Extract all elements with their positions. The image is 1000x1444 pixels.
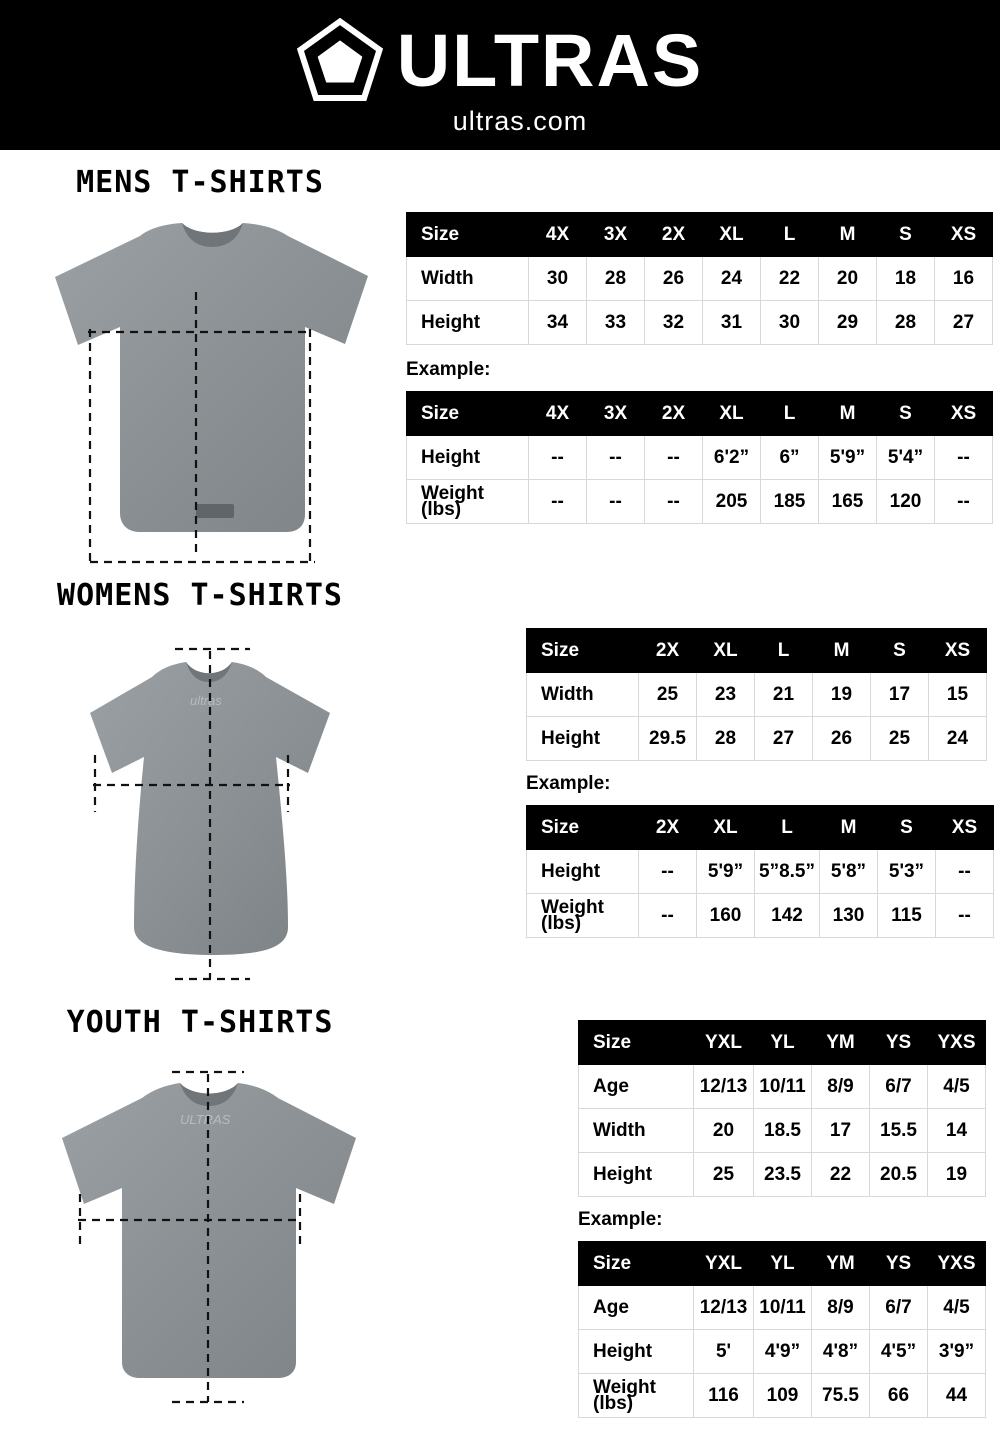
- cell: 23: [697, 673, 755, 717]
- table-row: [579, 1153, 986, 1197]
- cell: 4'9”: [754, 1330, 812, 1374]
- cell: 142: [755, 894, 820, 938]
- cell: 18: [877, 257, 935, 301]
- cell: 116: [694, 1374, 754, 1418]
- cell: 20: [819, 257, 877, 301]
- col-head: M: [819, 806, 877, 850]
- womens-section: [0, 578, 400, 987]
- brand-url: ultras.com: [452, 106, 588, 136]
- mens-tshirt-graphic: [0, 214, 400, 564]
- cell: 18.5: [754, 1109, 812, 1153]
- col-head: Size: [527, 806, 639, 850]
- cell: 30: [529, 257, 587, 301]
- cell: 6'2”: [703, 436, 761, 480]
- cell: 32: [645, 301, 703, 345]
- cell: 19: [928, 1153, 986, 1197]
- table-header-row: [527, 806, 994, 850]
- cell: 165: [819, 480, 877, 524]
- col-head: YL: [754, 1242, 812, 1286]
- brand-block: [0, 18, 1000, 137]
- col-head: 4X: [529, 213, 587, 257]
- col-head: XL: [697, 629, 755, 673]
- cell: 24: [703, 257, 761, 301]
- womens-size-table-block: [526, 628, 994, 938]
- col-head: Size: [527, 629, 639, 673]
- youth-tshirt-illustration: [0, 1054, 400, 1414]
- col-head: L: [755, 806, 820, 850]
- cell: 15.5: [870, 1109, 928, 1153]
- col-head: 2X: [639, 629, 697, 673]
- cell: 22: [761, 257, 819, 301]
- table-row: [527, 894, 994, 938]
- cell: 33: [587, 301, 645, 345]
- col-head: M: [819, 213, 877, 257]
- cell: --: [529, 480, 587, 524]
- col-head: 2X: [645, 213, 703, 257]
- table-row: [407, 480, 993, 524]
- youth-tshirt-graphic: [0, 1054, 400, 1414]
- cell: 10/11: [754, 1286, 812, 1330]
- col-head: 2X: [639, 806, 697, 850]
- col-head: XL: [697, 806, 755, 850]
- col-head: 3X: [587, 213, 645, 257]
- row-label: Height: [579, 1330, 694, 1374]
- cell: 29: [819, 301, 877, 345]
- row-label: Height: [527, 850, 639, 894]
- cell: 34: [529, 301, 587, 345]
- svg-text:ultras: ultras: [190, 693, 222, 708]
- cell: --: [587, 480, 645, 524]
- cell: 21: [755, 673, 813, 717]
- cell: 4/5: [928, 1286, 986, 1330]
- womens-example-label: Example:: [526, 773, 611, 794]
- cell: 16: [935, 257, 993, 301]
- cell: --: [645, 436, 703, 480]
- cell: 27: [935, 301, 993, 345]
- table-header-row: [579, 1242, 986, 1286]
- mens-size-table-block: [406, 212, 993, 524]
- youth-example-table: [578, 1241, 986, 1418]
- cell: 185: [761, 480, 819, 524]
- cell: 26: [645, 257, 703, 301]
- table-row: [579, 1374, 986, 1418]
- cell: 29.5: [639, 717, 697, 761]
- cell: 26: [813, 717, 871, 761]
- cell: 6/7: [870, 1286, 928, 1330]
- col-head: XS: [935, 213, 993, 257]
- cell: 130: [819, 894, 877, 938]
- cell: 17: [812, 1109, 870, 1153]
- table-header-row: [407, 392, 993, 436]
- cell: 5'8”: [819, 850, 877, 894]
- womens-tshirt-graphic: [0, 627, 400, 987]
- col-head: YS: [870, 1021, 928, 1065]
- mens-section: [0, 165, 400, 564]
- table-header-row: [407, 213, 993, 257]
- cell: 5': [694, 1330, 754, 1374]
- mens-size-table: [406, 212, 993, 345]
- cell: --: [529, 436, 587, 480]
- cell: 19: [813, 673, 871, 717]
- cell: 3'9”: [928, 1330, 986, 1374]
- cell: 28: [877, 301, 935, 345]
- cell: 25: [694, 1153, 754, 1197]
- cell: 28: [587, 257, 645, 301]
- cell: 27: [755, 717, 813, 761]
- cell: --: [639, 850, 697, 894]
- col-head: YS: [870, 1242, 928, 1286]
- row-label: Width: [407, 257, 529, 301]
- col-head: XS: [929, 629, 987, 673]
- row-label: Height: [579, 1153, 694, 1197]
- row-label: Age: [579, 1286, 694, 1330]
- cell: 15: [929, 673, 987, 717]
- cell: 66: [870, 1374, 928, 1418]
- cell: 4/5: [928, 1065, 986, 1109]
- col-head: Size: [579, 1242, 694, 1286]
- row-label: Weight (lbs): [527, 894, 639, 938]
- cell: 5”8.5”: [755, 850, 820, 894]
- youth-section-title: YOUTH T-SHIRTS: [66, 1005, 334, 1040]
- table-row: [579, 1065, 986, 1109]
- cell: 24: [929, 717, 987, 761]
- row-label: Weight (lbs): [579, 1374, 694, 1418]
- youth-size-table-block: [578, 1020, 986, 1418]
- col-head: 3X: [587, 392, 645, 436]
- col-head: L: [761, 392, 819, 436]
- col-head: XS: [935, 392, 993, 436]
- youth-size-table: [578, 1020, 986, 1197]
- cell: 5'4”: [877, 436, 935, 480]
- cell: 10/11: [754, 1065, 812, 1109]
- row-label: Height: [527, 717, 639, 761]
- cell: 14: [928, 1109, 986, 1153]
- womens-example-table: [526, 805, 994, 938]
- col-head: YM: [812, 1021, 870, 1065]
- col-head: YXS: [928, 1021, 986, 1065]
- table-row: [527, 673, 987, 717]
- womens-size-table: [526, 628, 987, 761]
- cell: --: [639, 894, 697, 938]
- cell: --: [587, 436, 645, 480]
- col-head: L: [761, 213, 819, 257]
- womens-tshirt-illustration: [0, 627, 400, 987]
- table-row: [407, 257, 993, 301]
- cell: --: [935, 480, 993, 524]
- col-head: Size: [579, 1021, 694, 1065]
- cell: 20.5: [870, 1153, 928, 1197]
- table-row: [527, 717, 987, 761]
- table-row: [579, 1286, 986, 1330]
- table-header-row: [527, 629, 987, 673]
- row-label: Height: [407, 301, 529, 345]
- col-head: S: [877, 392, 935, 436]
- cell: 8/9: [812, 1286, 870, 1330]
- row-label: Age: [579, 1065, 694, 1109]
- youth-section: [0, 1005, 400, 1414]
- cell: 25: [639, 673, 697, 717]
- cell: 17: [871, 673, 929, 717]
- cell: 12/13: [694, 1286, 754, 1330]
- table-row: [407, 436, 993, 480]
- table-row: [527, 850, 994, 894]
- col-head: M: [819, 392, 877, 436]
- cell: 25: [871, 717, 929, 761]
- cell: --: [935, 850, 993, 894]
- pentagon-shield-icon: [297, 18, 383, 104]
- cell: 28: [697, 717, 755, 761]
- col-head: YM: [812, 1242, 870, 1286]
- mens-tshirt-illustration: [0, 214, 400, 564]
- cell: 6/7: [870, 1065, 928, 1109]
- col-head: S: [877, 806, 935, 850]
- table-row: [579, 1330, 986, 1374]
- mens-section-title: MENS T-SHIRTS: [76, 165, 324, 200]
- col-head: L: [755, 629, 813, 673]
- brand-name: ULTRAS: [396, 19, 704, 102]
- table-row: [407, 301, 993, 345]
- cell: 22: [812, 1153, 870, 1197]
- cell: 109: [754, 1374, 812, 1418]
- cell: 8/9: [812, 1065, 870, 1109]
- cell: 5'9”: [697, 850, 755, 894]
- cell: 23.5: [754, 1153, 812, 1197]
- cell: 5'9”: [819, 436, 877, 480]
- cell: --: [645, 480, 703, 524]
- col-head: Size: [407, 213, 529, 257]
- cell: 20: [694, 1109, 754, 1153]
- cell: 12/13: [694, 1065, 754, 1109]
- col-head: YXS: [928, 1242, 986, 1286]
- cell: 75.5: [812, 1374, 870, 1418]
- col-head: 4X: [529, 392, 587, 436]
- col-head: XS: [935, 806, 993, 850]
- cell: --: [935, 894, 993, 938]
- cell: 30: [761, 301, 819, 345]
- cell: 4'5”: [870, 1330, 928, 1374]
- cell: 31: [703, 301, 761, 345]
- row-label: Weight (lbs): [407, 480, 529, 524]
- mens-example-label: Example:: [406, 359, 491, 380]
- row-label: Width: [527, 673, 639, 717]
- cell: --: [935, 436, 993, 480]
- cell: 44: [928, 1374, 986, 1418]
- svg-text:ULTRAS: ULTRAS: [180, 1112, 231, 1127]
- mens-example-table: [406, 391, 993, 524]
- cell: 5'3”: [877, 850, 935, 894]
- col-head: M: [813, 629, 871, 673]
- womens-section-title: WOMENS T-SHIRTS: [57, 578, 343, 613]
- col-head: YXL: [694, 1242, 754, 1286]
- col-head: 2X: [645, 392, 703, 436]
- cell: 115: [877, 894, 935, 938]
- cell: 4'8”: [812, 1330, 870, 1374]
- col-head: XL: [703, 213, 761, 257]
- cell: 160: [697, 894, 755, 938]
- col-head: YL: [754, 1021, 812, 1065]
- col-head: S: [871, 629, 929, 673]
- cell: 205: [703, 480, 761, 524]
- cell: 120: [877, 480, 935, 524]
- table-header-row: [579, 1021, 986, 1065]
- col-head: Size: [407, 392, 529, 436]
- row-label: Width: [579, 1109, 694, 1153]
- row-label: Height: [407, 436, 529, 480]
- col-head: YXL: [694, 1021, 754, 1065]
- page-header: [0, 0, 1000, 150]
- cell: 6”: [761, 436, 819, 480]
- youth-example-label: Example:: [578, 1209, 663, 1230]
- col-head: XL: [703, 392, 761, 436]
- table-row: [579, 1109, 986, 1153]
- col-head: S: [877, 213, 935, 257]
